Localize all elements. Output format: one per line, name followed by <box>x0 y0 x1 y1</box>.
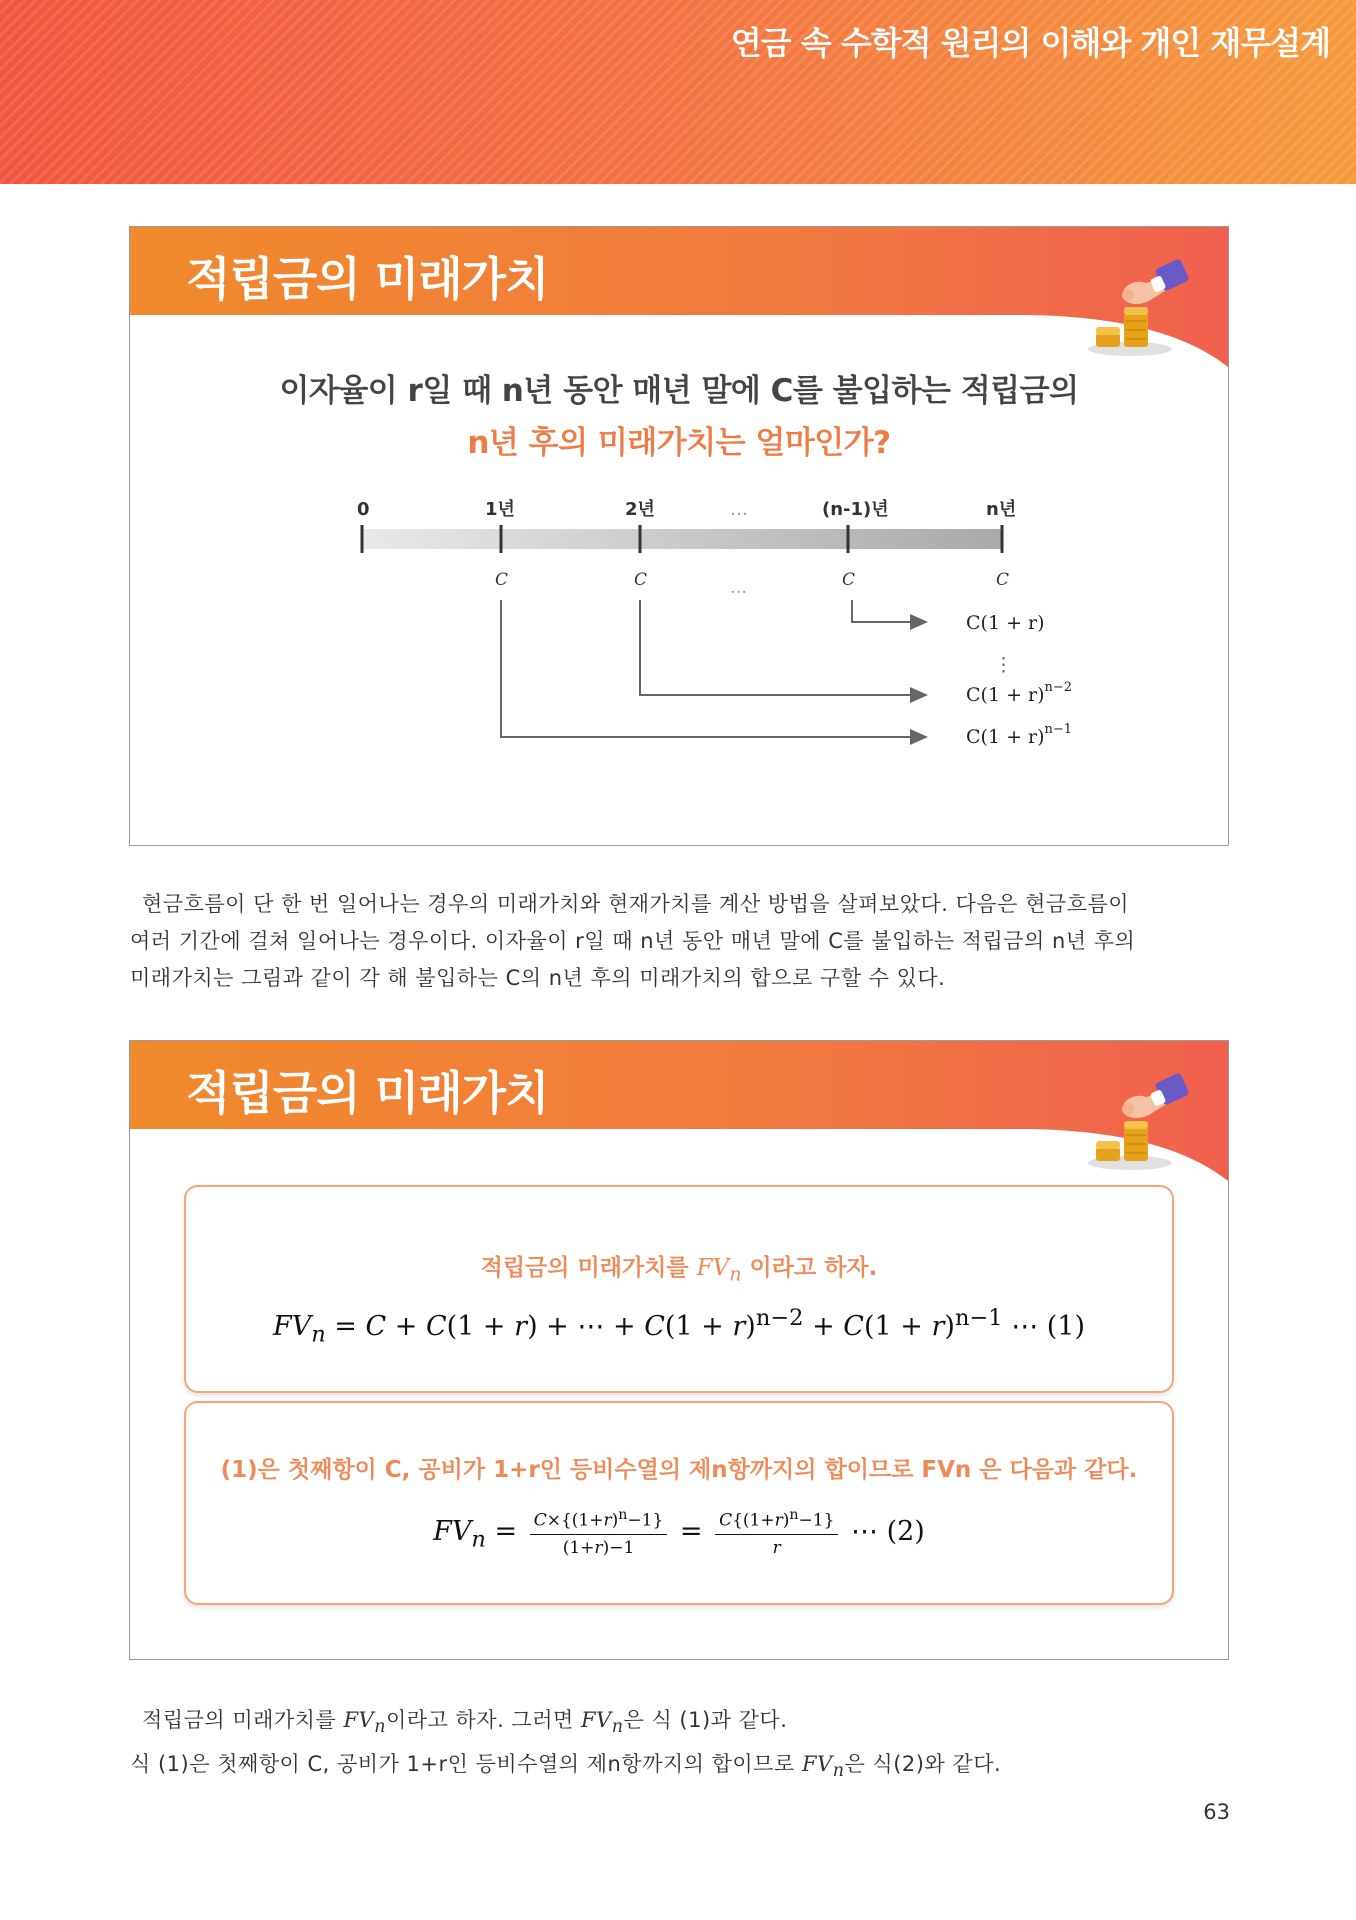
paragraph-line: 여러 기간에 걸쳐 일어나는 경우이다. 이자율이 r일 때 n년 동안 매년 말에 C를 불입하는 적립금의 n년 후의 <box>130 929 1136 953</box>
timeline-label: 2년 <box>625 499 655 520</box>
banner-title: 적립금의 미래가치 <box>186 1066 549 1120</box>
timeline-label: … <box>730 499 748 520</box>
body-paragraph-2 <box>130 1702 1226 1790</box>
question-line-2: n년 후의 미래가치는 얼마인가? <box>467 425 891 461</box>
result-label: C(1 + r) <box>966 612 1045 634</box>
future-value-formula-panel <box>129 1040 1229 1660</box>
paragraph-line: 적립금의 미래가치를 $FV_n$이라고 하자. 그러면 $FV_n$은 식 (1)과 같다. <box>142 1708 788 1738</box>
geometric-sum-box <box>184 1401 1174 1605</box>
formula-2: $FV_n$ = $\frac{C\times\{(1+r)^n-1\}}{(1+r)-1}$ = $\frac{C\{(1+r)^n-1\}}{r}$ ⋯ (2) <box>433 1507 925 1558</box>
definition-title: 적립금의 미래가치를 $FV_n$ 이라고 하자. <box>480 1255 878 1286</box>
page-header <box>0 0 1356 184</box>
payment-label: … <box>730 578 747 598</box>
arrow-n-1 <box>852 600 926 622</box>
payment-label: C <box>996 570 1010 590</box>
paragraph-line: 식 (1)은 첫째항이 C, 공비가 1+r인 등비수열의 제n항까지의 합이므로 $FV_n$은 식(2)와 같다. <box>130 1752 1002 1782</box>
result-exponent: n−2 <box>1044 680 1073 695</box>
payment-label: C <box>495 570 509 590</box>
timeline-label: n년 <box>986 499 1017 520</box>
question-line-1: 이자율이 r일 때 n년 동안 매년 말에 C를 불입하는 적립금의 <box>279 373 1079 409</box>
arrow-2 <box>640 600 926 695</box>
timeline-label: 1년 <box>485 499 515 520</box>
definition-box <box>184 1185 1174 1393</box>
paragraph-line: 미래가치는 그림과 같이 각 해 불입하는 C의 n년 후의 미래가치의 합으로 구할 수 있다. <box>130 966 946 990</box>
hand-dropping-coins-icon <box>1082 1069 1192 1174</box>
timeline-label: (n-1)년 <box>822 499 889 520</box>
body-paragraph-1 <box>130 886 1226 997</box>
header-title: 연금 속 수학적 원리의 이해와 개인 재무설계 <box>730 24 1330 62</box>
geometric-sum-title: (1)은 첫째항이 C, 공비가 1+r인 등비수열의 제n항까지의 합이므로 FVn 은 다음과 같다. <box>220 1457 1138 1483</box>
result-label: $C(1 + r)^{n-1}$ <box>966 722 1073 748</box>
payment-label: C <box>634 570 648 590</box>
payment-label: C <box>842 570 856 590</box>
result-exponent: n−1 <box>1044 722 1073 737</box>
future-value-diagram-panel <box>129 226 1229 846</box>
page-number: 63 <box>1203 1800 1230 1824</box>
banner-title: 적립금의 미래가치 <box>186 252 549 306</box>
section-banner <box>130 1041 1228 1181</box>
paragraph-line: 현금흐름이 단 한 번 일어나는 경우의 미래가치와 현재가치를 계산 방법을 살펴보았다. 다음은 현금흐름이 <box>142 892 1130 916</box>
formula-1: $FV_n = C + C(1 + r)$ + ⋯ + $C(1 + r)^{n-2} + C(1 + r)^{n-1}$ ⋯ (1) <box>272 1305 1086 1348</box>
result-label: $C(1 + r)^{n-2}$ <box>966 680 1073 706</box>
result-label: ⋮ <box>994 654 1013 676</box>
cashflow-timeline <box>130 227 1228 748</box>
timeline-bar <box>362 529 1002 549</box>
arrow-1 <box>501 600 926 737</box>
timeline-label: 0 <box>357 499 370 520</box>
